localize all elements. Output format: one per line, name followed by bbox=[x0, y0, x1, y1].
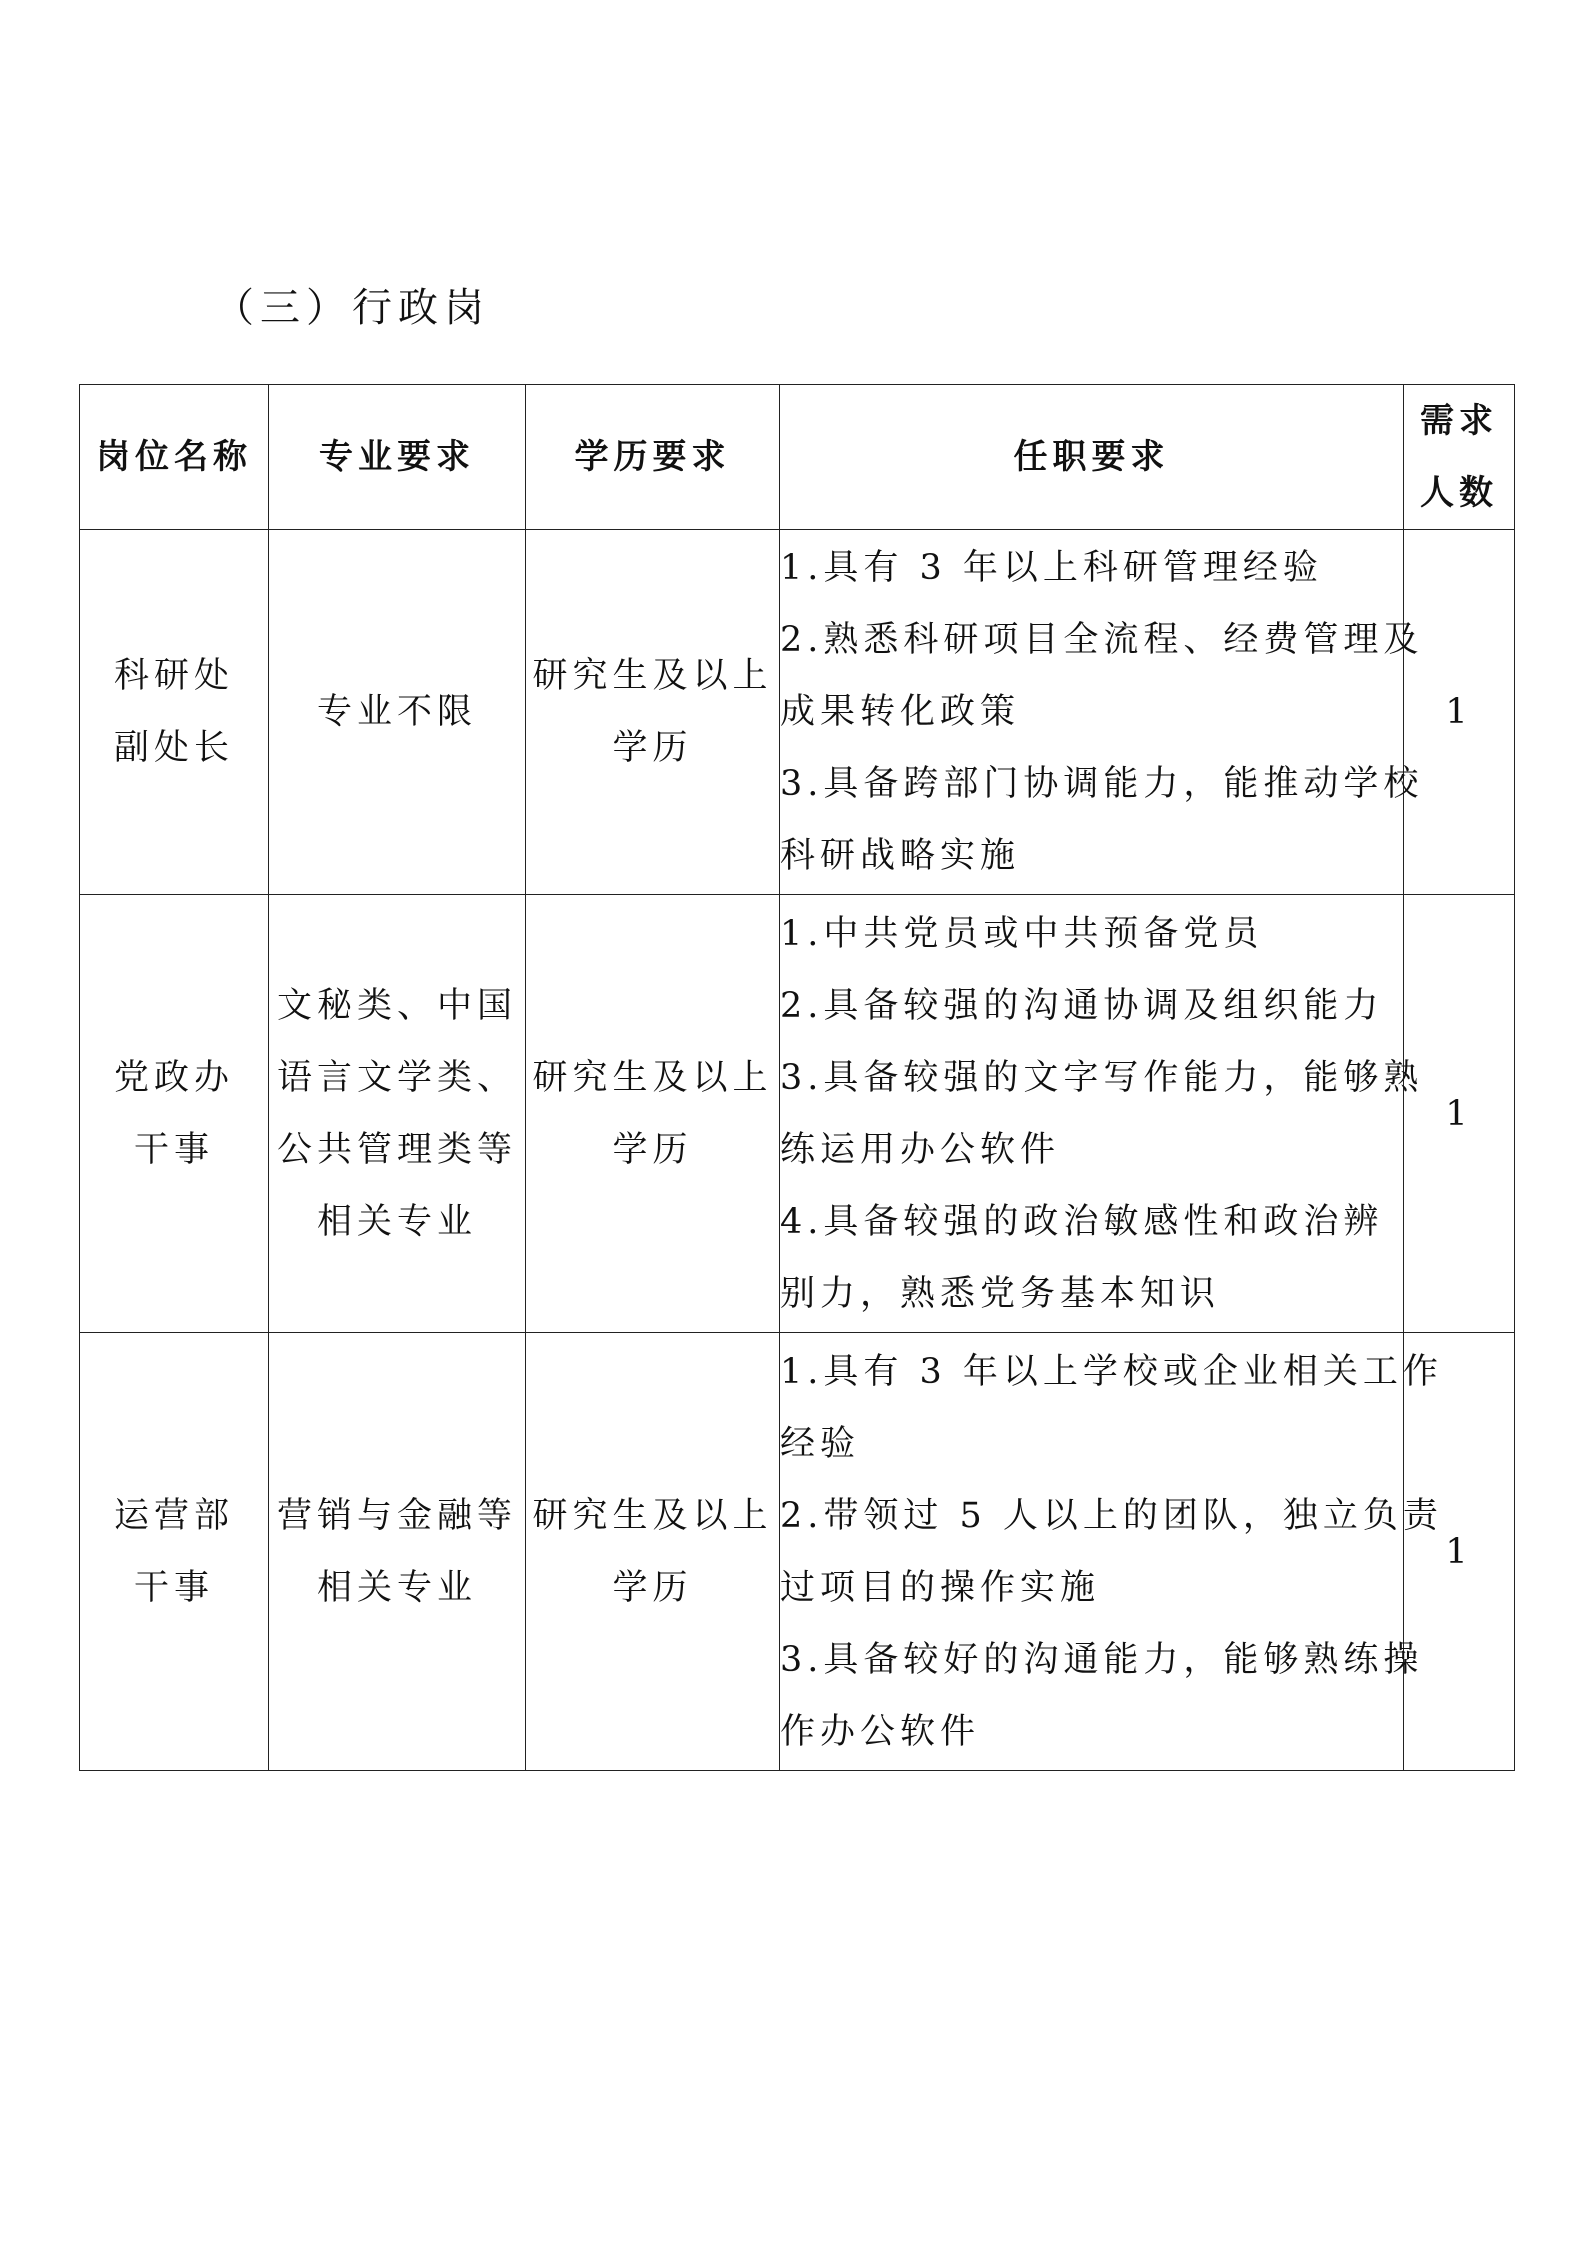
count-cell: 1 bbox=[1404, 895, 1515, 1333]
major-cell bbox=[269, 530, 526, 895]
requirement-line: 2.具备较强的沟通协调及组织能力 bbox=[780, 985, 1384, 1026]
header-count bbox=[1404, 385, 1515, 530]
major-line: 公共管理类等 bbox=[276, 1129, 517, 1170]
header-count-line1: 需求 bbox=[1420, 401, 1498, 441]
table-row bbox=[80, 530, 1515, 895]
education-line: 研究生及以上 bbox=[532, 656, 773, 696]
section-title: （三）行政岗 bbox=[214, 285, 490, 331]
requirement-line: 科研战略实施 bbox=[780, 836, 1021, 876]
position-cell bbox=[80, 895, 269, 1333]
requirement-line: 3.具备较好的沟通能力，能够熟练操 bbox=[780, 1639, 1424, 1680]
requirement-line: 过项目的操作实施 bbox=[780, 1567, 1101, 1608]
requirements-cell bbox=[780, 530, 1424, 895]
requirement-line: 2.熟悉科研项目全流程、经费管理及 bbox=[780, 620, 1424, 660]
education-line: 学历 bbox=[612, 1567, 693, 1608]
header-position: 岗位名称 bbox=[80, 385, 269, 530]
position-line: 运营部 bbox=[113, 1495, 234, 1536]
requirement-line: 1.具有 3 年以上科研管理经验 bbox=[780, 548, 1323, 588]
education-cell bbox=[526, 895, 780, 1333]
header-education: 学历要求 bbox=[526, 385, 780, 530]
header-count-line2: 人数 bbox=[1420, 473, 1498, 513]
table-row bbox=[80, 1333, 1515, 1771]
major-line: 文秘类、中国 bbox=[276, 985, 517, 1026]
requirement-line: 别力，熟悉党务基本知识 bbox=[780, 1273, 1221, 1314]
requirement-line: 1.中共党员或中共预备党员 bbox=[780, 913, 1264, 954]
position-line: 副处长 bbox=[113, 728, 234, 768]
count-cell: 1 bbox=[1404, 1333, 1515, 1771]
header-major: 专业要求 bbox=[269, 385, 526, 530]
major-cell bbox=[269, 895, 526, 1333]
position-line: 党政办 bbox=[113, 1057, 234, 1098]
requirement-line: 3.具备跨部门协调能力，能推动学校 bbox=[780, 764, 1424, 804]
major-line: 语言文学类、 bbox=[276, 1057, 517, 1098]
position-line: 干事 bbox=[133, 1567, 214, 1608]
education-line: 研究生及以上 bbox=[532, 1057, 773, 1098]
requirement-line: 2.带领过 5 人以上的团队，独立负责 bbox=[780, 1495, 1443, 1536]
requirement-line: 经验 bbox=[780, 1423, 861, 1464]
position-line: 干事 bbox=[133, 1129, 214, 1170]
position-cell bbox=[80, 530, 269, 895]
requirement-line: 练运用办公软件 bbox=[780, 1129, 1061, 1170]
major-line: 专业不限 bbox=[316, 692, 477, 732]
education-line: 学历 bbox=[612, 1129, 693, 1170]
major-line: 营销与金融等 bbox=[276, 1495, 517, 1536]
education-line: 学历 bbox=[612, 728, 693, 768]
requirement-line: 作办公软件 bbox=[780, 1711, 981, 1752]
major-cell bbox=[269, 1333, 526, 1771]
position-cell bbox=[80, 1333, 269, 1771]
table-header-row bbox=[80, 385, 1515, 530]
requirement-line: 1.具有 3 年以上学校或企业相关工作 bbox=[780, 1351, 1443, 1392]
requirement-line: 3.具备较强的文字写作能力，能够熟 bbox=[780, 1057, 1424, 1098]
count-cell: 1 bbox=[1404, 530, 1515, 895]
major-line: 相关专业 bbox=[316, 1201, 477, 1242]
education-cell bbox=[526, 530, 780, 895]
education-line: 研究生及以上 bbox=[532, 1495, 773, 1536]
requirement-line: 成果转化政策 bbox=[780, 692, 1021, 732]
education-cell bbox=[526, 1333, 780, 1771]
table-row bbox=[80, 895, 1515, 1333]
requirements-cell bbox=[780, 895, 1424, 1333]
requirement-line: 4.具备较强的政治敏感性和政治辨 bbox=[780, 1201, 1384, 1242]
position-line: 科研处 bbox=[113, 656, 234, 696]
job-requirements-table bbox=[79, 384, 1515, 1771]
major-line: 相关专业 bbox=[316, 1567, 477, 1608]
requirements-cell bbox=[780, 1333, 1443, 1771]
header-requirements: 任职要求 bbox=[780, 385, 1404, 530]
